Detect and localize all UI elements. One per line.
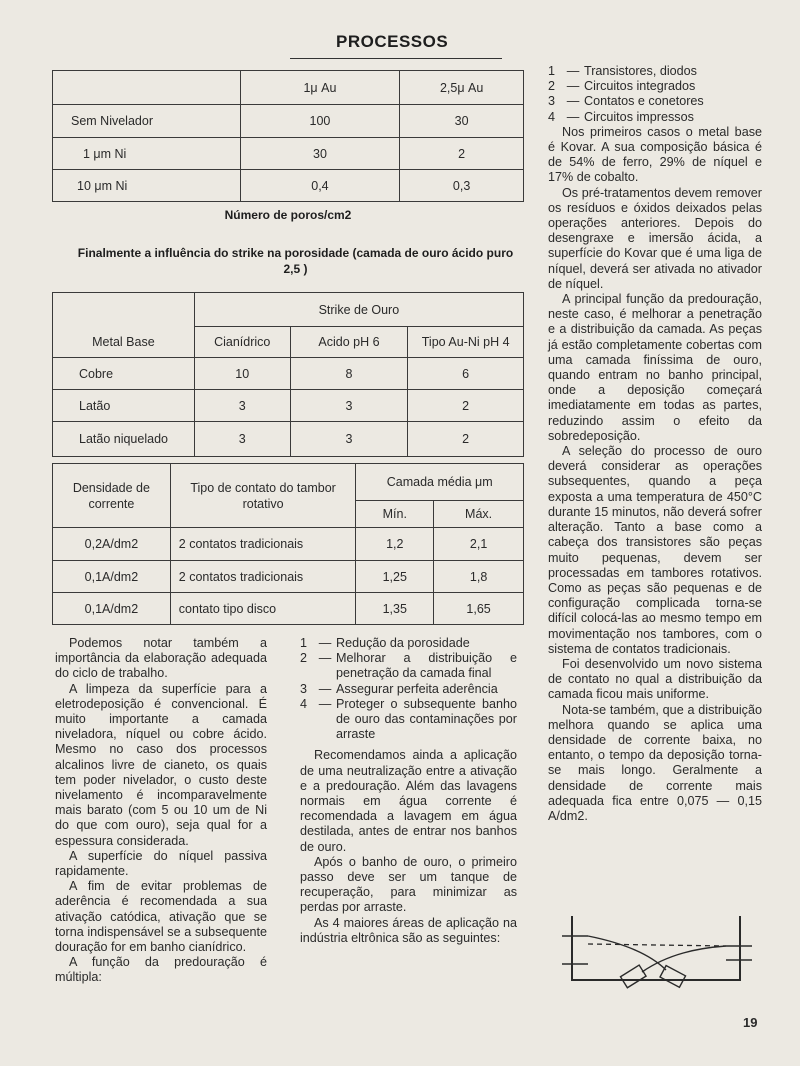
table-cell: 3 xyxy=(194,390,290,422)
table-header-cell: Máx. xyxy=(434,501,524,528)
list-text: Contatos e conetores xyxy=(584,94,704,109)
table-cell: 1 μm Ni xyxy=(53,138,241,170)
table-row xyxy=(53,528,524,561)
list-number: 3 xyxy=(548,94,556,109)
table-cell: 0,3 xyxy=(400,170,524,202)
page-header: PROCESSOS xyxy=(336,32,449,51)
table-header-cell: Tipo de contato do tambor rotativo xyxy=(170,464,356,528)
table-cell: 1,65 xyxy=(434,593,524,625)
table-cell: 0,1A/dm2 xyxy=(53,593,171,625)
porosity-table xyxy=(52,70,524,202)
contact-disc-right xyxy=(660,966,686,988)
table-row xyxy=(53,358,524,390)
paragraph: A fim de evitar problemas de aderência é recomendada a sua ativação catódica, ativação que se torna indispensável se a subsequente douração for em banho cianídrico. xyxy=(55,879,267,955)
table-cell: 30 xyxy=(400,105,524,138)
table-cell: 1,8 xyxy=(434,561,524,593)
table-cell: 2,1 xyxy=(434,528,524,561)
table-header-cell: 1μ Au xyxy=(240,71,400,105)
list-item: 1 — Redução da porosidade xyxy=(300,636,517,651)
list-number: 4 xyxy=(300,696,308,711)
text-column-left xyxy=(55,636,267,986)
list-text: Circuitos integrados xyxy=(584,79,696,94)
table-cell: Sem Nivelador xyxy=(53,105,241,138)
list-item: 4 — Circuitos impressos xyxy=(548,110,762,125)
table-row xyxy=(53,138,524,170)
table-row xyxy=(53,170,524,202)
list-number: 1 xyxy=(300,636,308,650)
table-cell: Latão xyxy=(53,390,195,422)
list-number: 2 xyxy=(548,79,556,94)
table-cell: 3 xyxy=(290,422,408,457)
list-item: 4 — Proteger o subsequente banho de ouro das contaminações por arraste xyxy=(300,696,517,742)
section-intro: Finalmente a influência do strike na porosidade (camada de ouro ácido puro 2,5 ) xyxy=(77,246,514,276)
paragraph: A seleção do processo de ouro deverá considerar as operações subsequentes, quando a peça exposta a uma temperatura de 450°C durante 15 minutos, não deverá sofrer alteração. Tanto a base como a cabeça dos transistores são peças muito pequenas, devem ser processadas em tambores rotativos. Como as peças são pequenas e de configuração complicada torna-se difícil colocá-las ao mesmo tempo em movimentação nos tambores, com o sistema de contatos tradicionais. xyxy=(548,444,762,656)
table-cell: 2 contatos tradicionais xyxy=(170,561,356,593)
table-cell: 100 xyxy=(240,105,400,138)
table-header-cell xyxy=(53,293,195,327)
table-row xyxy=(53,593,524,625)
list-item: 2 — Circuitos integrados xyxy=(548,79,762,94)
table-cell: 3 xyxy=(290,390,408,422)
table-header-cell xyxy=(53,71,241,105)
page-number: 19 xyxy=(743,1015,758,1030)
paragraph: Foi desenvolvido um novo sistema de contato no qual a distribuição da camada ficou mais uniforme. xyxy=(548,656,762,702)
table-cell: 2 xyxy=(400,138,524,170)
table-cell: 1,25 xyxy=(356,561,434,593)
contact-wire-right xyxy=(642,946,726,972)
strike-table xyxy=(52,292,524,457)
table-cell: 2 xyxy=(408,422,524,457)
paragraph: Podemos notar também a importância da elaboração adequada do ciclo de trabalho. xyxy=(55,636,267,681)
table-group-header: Strike de Ouro xyxy=(194,293,523,327)
table-header-cell: Acido pH 6 xyxy=(290,327,408,358)
list-item: 3 — Contatos e conetores xyxy=(548,94,762,109)
header-rule xyxy=(290,58,502,59)
list-number: 3 xyxy=(300,681,308,696)
table-cell: 0,4 xyxy=(240,170,400,202)
list-text: Redução da porosidade xyxy=(336,636,470,650)
list-item: 3 — Assegurar perfeita aderência xyxy=(300,682,517,697)
table-cell: contato tipo disco xyxy=(170,593,356,625)
table-caption: Número de poros/cm2 xyxy=(224,208,352,222)
list-text: Transistores, diodos xyxy=(584,64,697,78)
table-header-cell: Cianídrico xyxy=(194,327,290,358)
list-item: 1 — Transistores, diodos xyxy=(548,64,762,79)
list-number: 1 xyxy=(548,64,556,78)
table-cell: 0,2A/dm2 xyxy=(53,528,171,561)
paragraph: A superfície do níquel passiva rapidamente. xyxy=(55,848,267,879)
table-cell: 6 xyxy=(408,358,524,390)
paragraph: Recomendamos ainda a aplicação de uma neutralização entre a ativação e a predouração. Além das lavagens normais em água corrente é recomendada a lavagem em água destilada, antes de entrar nos banhos de ouro. xyxy=(300,748,517,854)
list-number: 4 xyxy=(548,109,556,124)
table-group-header: Camada média μm xyxy=(356,464,524,501)
table-cell: Latão niquelado xyxy=(53,422,195,457)
table-header-cell: Tipo Au-Ni pH 4 xyxy=(408,327,524,358)
table-cell: 3 xyxy=(194,422,290,457)
table-cell: 10 xyxy=(194,358,290,390)
application-list xyxy=(548,64,762,125)
list-text: Circuitos impressos xyxy=(584,109,694,124)
text-column-right xyxy=(548,64,762,824)
table-header-cell: Metal Base xyxy=(53,327,195,358)
table-cell: 1,35 xyxy=(356,593,434,625)
table-cell: 0,1A/dm2 xyxy=(53,561,171,593)
solution-level xyxy=(588,944,726,946)
paragraph: A função da predouração é múltipla: xyxy=(55,955,267,985)
table-cell: 10 μm Ni xyxy=(53,170,241,202)
table-cell: 2 contatos tradicionais xyxy=(170,528,356,561)
paragraph: Os pré-tratamentos devem remover os resíduos e óxidos deixados pelas operações anteriores. Depois do desengraxe e imersão ácida, a superfície do Kovar que é uma liga de níquel, deverá ser ativada no ativador de níquel. xyxy=(548,185,762,291)
table-header-cell: Densidade de corrente xyxy=(53,464,171,528)
paragraph: As 4 maiores áreas de aplicação na indústria eltrônica são as seguintes: xyxy=(300,915,517,945)
current-density-table xyxy=(52,463,524,625)
table-cell: 30 xyxy=(240,138,400,170)
table-cell: 8 xyxy=(290,358,408,390)
paragraph: A limpeza da superfície para a eletrodeposição é convencional. É muito importante a camada niveladora, níquel ou cobre ácido. Mesmo no caso dos processos alcalinos livre de cianeto, os quais tem poder nivelador, o custo deste nivelamento é incomparavelmente mais barato (com 5 ou 10 um de Ni do que com ouro), seja qual for a espessura considerada. xyxy=(55,681,267,848)
contact-diagram xyxy=(548,908,762,990)
table-cell: 1,2 xyxy=(356,528,434,561)
list-text: Proteger o subsequente banho de ouro das contaminações por arraste xyxy=(336,696,517,742)
table-row xyxy=(53,422,524,457)
list-number: 2 xyxy=(300,651,308,666)
table-row xyxy=(53,561,524,593)
table-header-cell: 2,5μ Au xyxy=(400,71,524,105)
paragraph: A principal função da predouração, neste caso, é melhorar a penetração e a distribuição da camada. As peças já estão completamente cobertas com uma camada finíssima de ouro, quando entram no banho principal, onde a deposição começará imediatamente em todas as partes, reduzindo assim o efeito da sobredeposição. xyxy=(548,292,762,443)
table-header-cell: Mín. xyxy=(356,501,434,528)
paragraph: Nos primeiros casos o metal base é Kovar. A sua composição básica é de 54% de ferro, 29% de níquel e 17% de cobalto. xyxy=(548,124,762,185)
contact-disc-left xyxy=(620,965,646,988)
list-text: Melhorar a distribuição e penetração da camada final xyxy=(336,651,517,681)
paragraph: Após o banho de ouro, o primeiro passo deve ser um tanque de recuperação, para minimizar as perdas por arraste. xyxy=(300,854,517,915)
tank-outline xyxy=(572,916,740,980)
table-row xyxy=(53,390,524,422)
table-cell: Cobre xyxy=(53,358,195,390)
list-item: 2 — Melhorar a distribuição e penetração da camada final xyxy=(300,651,517,681)
table-row xyxy=(53,105,524,138)
text-column-middle xyxy=(300,636,517,946)
paragraph: Nota-se também, que a distribuição melhora quando se aplica uma densidade de corrente baixa, no entanto, o tempo da deposição torna-se mais longo. Geralmente a densidade de corrente mais adequada fica entre 0,075 — 0,15 A/dm2. xyxy=(548,702,762,823)
list-text: Assegurar perfeita aderência xyxy=(336,681,498,696)
table-cell: 2 xyxy=(408,390,524,422)
